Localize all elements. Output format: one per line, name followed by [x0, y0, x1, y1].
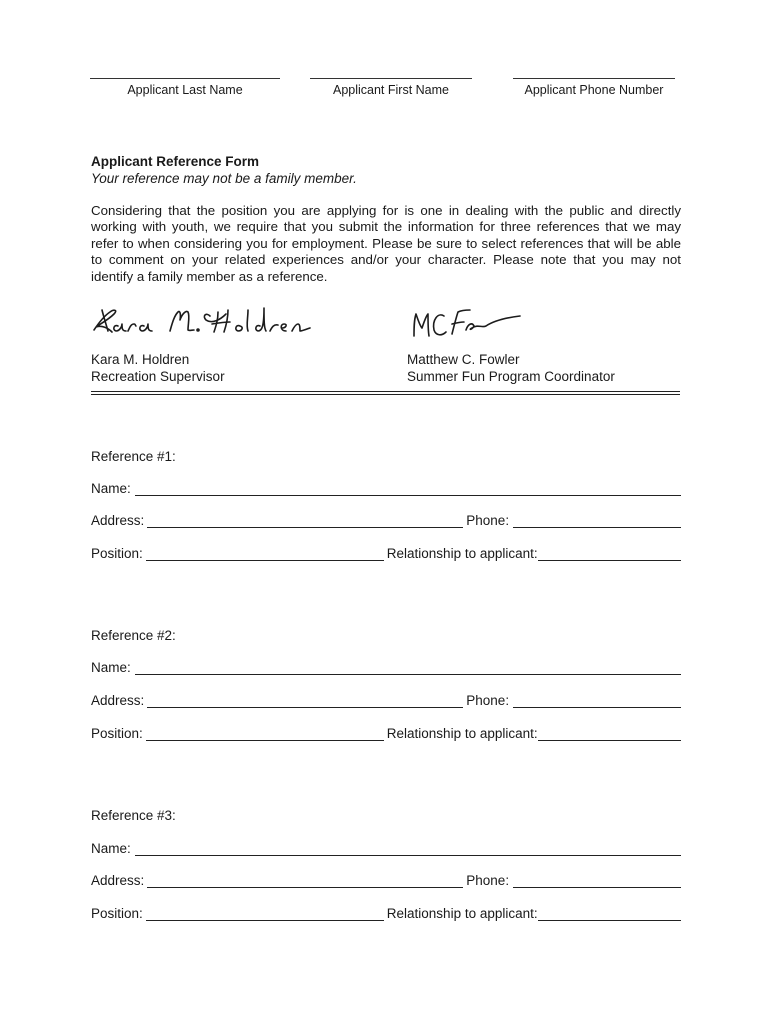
signer-matthew-fowler [407, 351, 615, 385]
phone-label: Phone: [466, 693, 510, 708]
name-field[interactable] [135, 660, 681, 675]
position-field[interactable] [146, 906, 384, 921]
signature-matthew-fowler [408, 300, 538, 350]
phone-field[interactable] [513, 873, 681, 888]
reference-name-row [91, 481, 681, 496]
address-field[interactable] [147, 513, 463, 528]
signer-name: Kara M. Holdren [91, 352, 190, 367]
applicant-last-name-line [90, 78, 280, 79]
address-label: Address: [91, 693, 145, 708]
phone-field[interactable] [513, 693, 681, 708]
applicant-last-name-field[interactable] [90, 78, 280, 97]
address-label: Address: [91, 873, 145, 888]
section-divider [91, 391, 680, 395]
reference-position-row [91, 726, 681, 741]
reference-1-section [91, 449, 681, 561]
reference-address-row [91, 513, 681, 528]
reference-address-row [91, 693, 681, 708]
applicant-first-name-label: Applicant First Name [332, 83, 449, 97]
signer-name: Matthew C. Fowler [407, 352, 520, 367]
signature-kara-holdren [88, 300, 328, 345]
address-field[interactable] [147, 693, 463, 708]
position-field[interactable] [146, 546, 384, 561]
relationship-label: Relationship to applicant: [386, 726, 538, 741]
reference-position-row [91, 906, 681, 921]
signer-kara-holdren [91, 351, 225, 385]
signer-title: Recreation Supervisor [91, 369, 225, 384]
address-label: Address: [91, 513, 145, 528]
reference-name-row [91, 660, 681, 675]
phone-label: Phone: [466, 513, 510, 528]
reference-3-section [91, 808, 681, 921]
reference-address-row [91, 873, 681, 888]
name-label: Name: [91, 841, 131, 856]
relationship-field[interactable] [538, 906, 681, 921]
relationship-label: Relationship to applicant: [386, 546, 538, 561]
applicant-phone-label: Applicant Phone Number [524, 83, 664, 97]
form-title: Applicant Reference Form [91, 154, 260, 169]
applicant-first-name-field[interactable] [310, 78, 472, 97]
form-subtitle: Your reference may not be a family member. [91, 171, 357, 186]
applicant-phone-field[interactable] [513, 78, 675, 97]
phone-field[interactable] [513, 513, 681, 528]
form-intro-paragraph: Considering that the position you are applying for is one in dealing with the public and directly working with youth, we require that you submit the information for three references that we may refer to when considering you for employment. Please be sure to select references that will be able to comment on your related experiences and/or your character. Please note that you may not identify a family member as a reference. [91, 203, 681, 284]
address-field[interactable] [147, 873, 463, 888]
applicant-phone-line [513, 78, 675, 79]
signer-title: Summer Fun Program Coordinator [407, 369, 615, 384]
position-label: Position: [91, 546, 143, 561]
reference-heading: Reference #2: [91, 628, 176, 643]
reference-position-row [91, 546, 681, 561]
name-field[interactable] [135, 841, 681, 856]
phone-label: Phone: [466, 873, 510, 888]
reference-heading: Reference #3: [91, 808, 176, 823]
applicant-last-name-label: Applicant Last Name [127, 83, 243, 97]
reference-name-row [91, 841, 681, 856]
name-field[interactable] [135, 481, 681, 496]
relationship-field[interactable] [538, 546, 681, 561]
relationship-field[interactable] [538, 726, 681, 741]
position-label: Position: [91, 906, 143, 921]
position-field[interactable] [146, 726, 384, 741]
name-label: Name: [91, 660, 131, 675]
position-label: Position: [91, 726, 143, 741]
applicant-first-name-line [310, 78, 472, 79]
reference-heading: Reference #1: [91, 449, 176, 464]
name-label: Name: [91, 481, 131, 496]
reference-2-section [91, 628, 681, 741]
relationship-label: Relationship to applicant: [386, 906, 538, 921]
